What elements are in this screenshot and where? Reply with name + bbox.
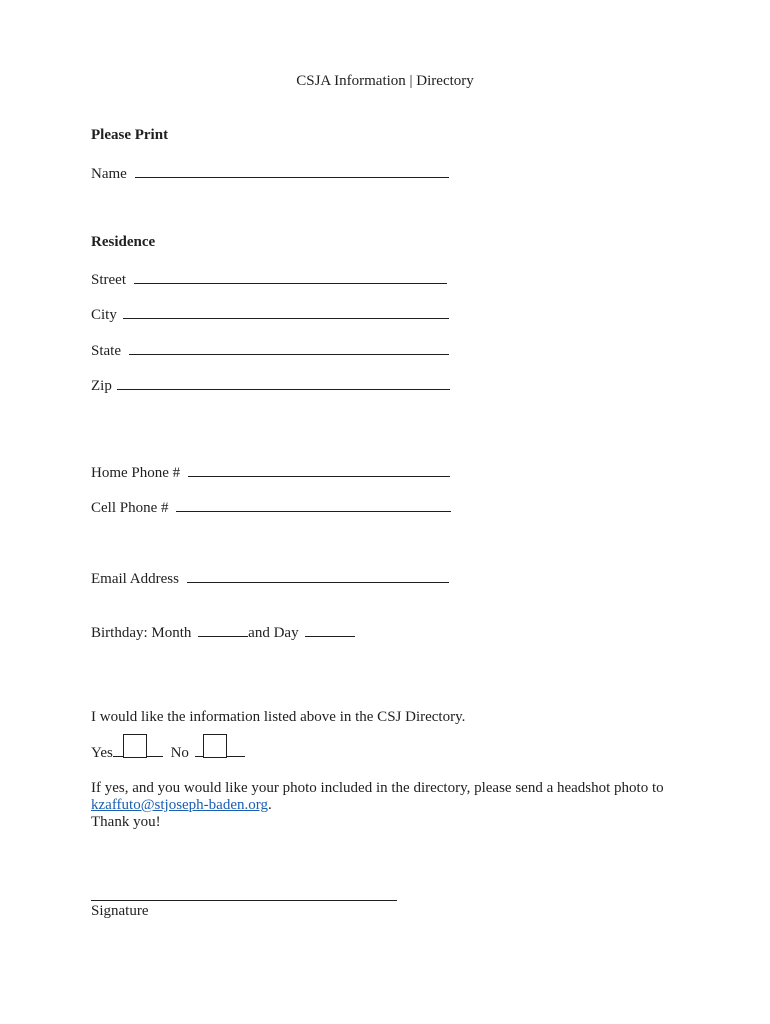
cell-phone-row [91, 497, 451, 517]
street-label: Street [91, 272, 126, 288]
birthday-month-field[interactable] [198, 622, 248, 637]
street-field[interactable] [134, 269, 447, 284]
name-label: Name [91, 166, 127, 182]
zip-field[interactable] [117, 375, 450, 390]
home-phone-field[interactable] [188, 462, 450, 477]
no-checkbox[interactable] [203, 734, 227, 758]
yes-label: Yes [91, 745, 113, 761]
yes-checkbox[interactable] [123, 734, 147, 758]
email-label: Email Address [91, 571, 179, 587]
residence-heading: Residence [91, 234, 156, 250]
city-field[interactable] [123, 304, 449, 319]
page-title: CSJA Information | Directory [296, 73, 474, 89]
no-blank [195, 742, 245, 757]
photo-email-link[interactable]: kzaffuto@stjoseph-baden.org [91, 797, 268, 813]
please-print-heading: Please Print [91, 127, 169, 143]
email-row [91, 568, 449, 588]
photo-email-line [91, 797, 691, 814]
birthday-day-field[interactable] [305, 622, 355, 637]
cell-phone-label: Cell Phone # [91, 500, 169, 516]
photo-period: . [267, 797, 272, 813]
thank-you-text: Thank you! [91, 814, 161, 830]
city-row [91, 304, 449, 324]
birthday-row [91, 622, 355, 642]
home-phone-row [91, 462, 450, 482]
yes-blank [113, 742, 163, 757]
photo-instructions [91, 780, 691, 831]
signature-label: Signature [91, 903, 149, 919]
state-field[interactable] [129, 340, 449, 355]
consent-options [91, 742, 245, 762]
birthday-month-label: Birthday: Month [91, 625, 192, 641]
name-field[interactable] [135, 163, 449, 178]
consent-text: I would like the information listed above in the CSJ Directory. [91, 709, 466, 725]
street-row [91, 269, 447, 289]
cell-phone-field[interactable] [176, 497, 451, 512]
home-phone-label: Home Phone # [91, 465, 181, 481]
signature-line[interactable] [91, 900, 397, 901]
birthday-day-label: and Day [248, 625, 299, 641]
photo-text: If yes, and you would like your photo included in the directory, please send a headshot photo to [91, 780, 664, 796]
email-field[interactable] [187, 568, 449, 583]
no-label: No [170, 745, 189, 761]
state-row [91, 340, 449, 360]
city-label: City [91, 307, 117, 323]
state-label: State [91, 343, 121, 359]
name-row [91, 163, 449, 183]
zip-row [91, 375, 450, 395]
zip-label: Zip [91, 378, 112, 394]
